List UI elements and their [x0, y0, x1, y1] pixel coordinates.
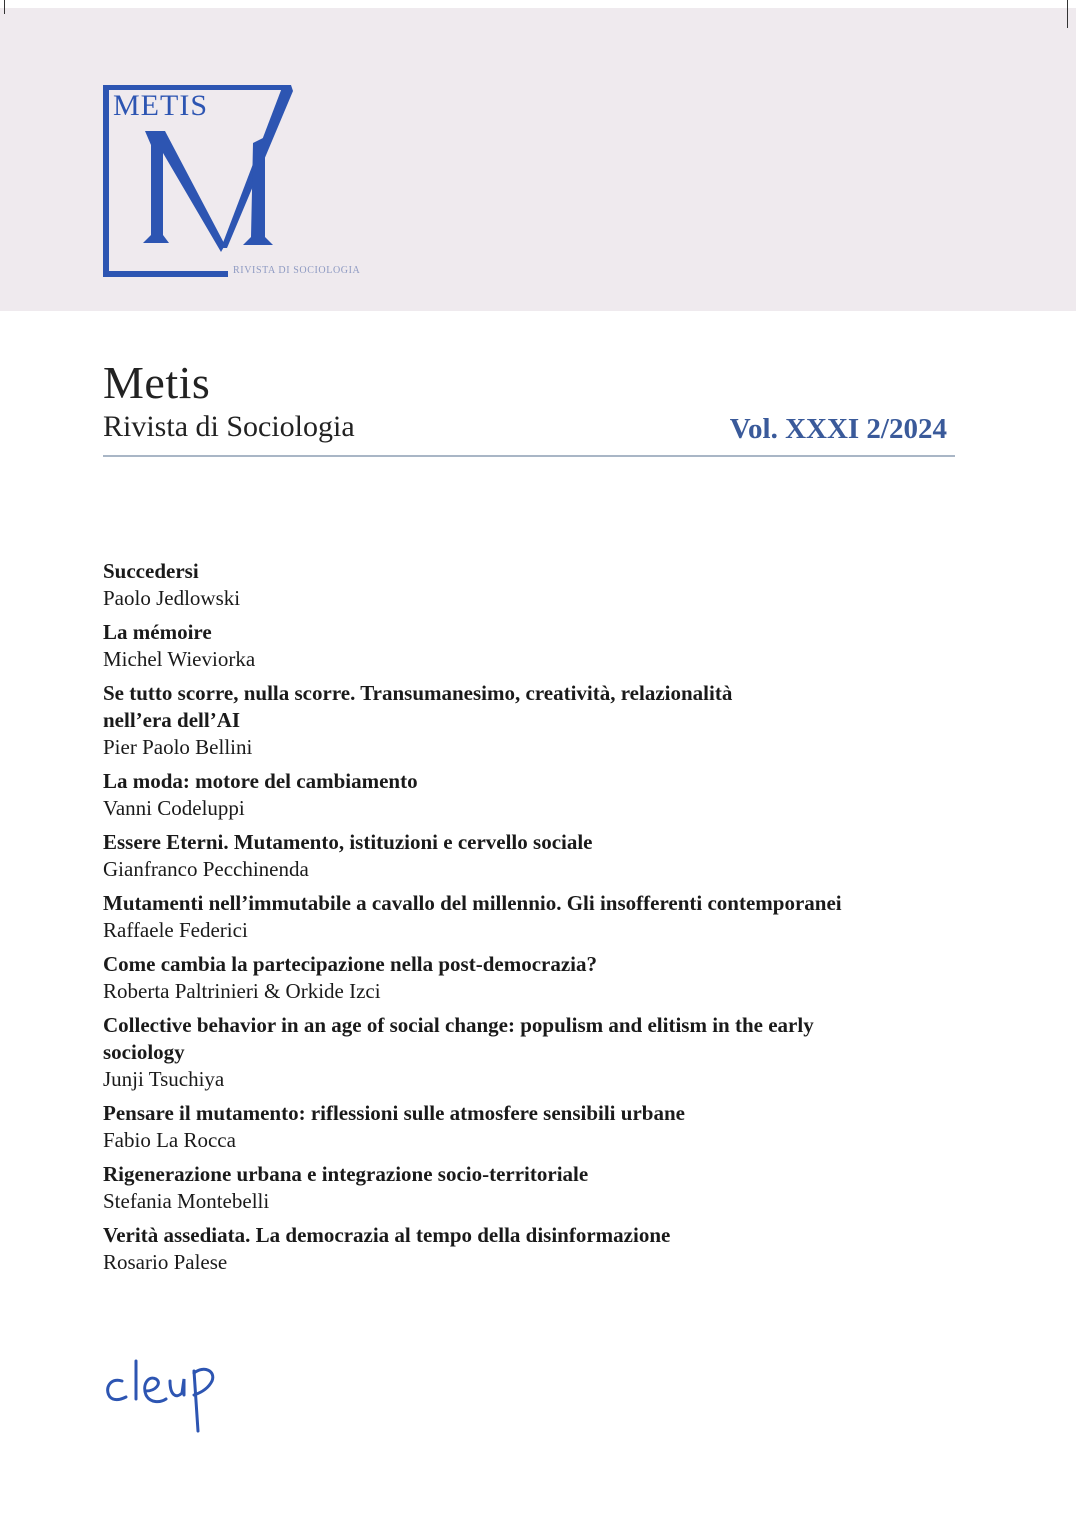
toc-entry[interactable]	[103, 619, 963, 673]
article-author: Junji Tsuchiya	[103, 1067, 225, 1091]
logo-letter-p-stem	[194, 1371, 198, 1431]
toc-entry[interactable]	[103, 558, 963, 612]
table-of-contents	[103, 558, 963, 1283]
article-author: Rosario Palese	[103, 1250, 228, 1274]
article-title: Mutamenti nell’immutabile a cavallo del millennio. Gli insofferenti contemporanei	[103, 891, 842, 915]
article-title: Essere Eterni. Mutamento, istituzioni e cervello sociale	[103, 830, 593, 854]
article-author: Fabio La Rocca	[103, 1128, 236, 1152]
metis-logo-graphic	[103, 85, 393, 280]
article-title: Rigenerazione urbana e integrazione socio-territoriale	[103, 1162, 589, 1186]
masthead-divider	[103, 455, 955, 457]
publisher-logo	[100, 1355, 230, 1440]
toc-entry[interactable]	[103, 1100, 963, 1154]
top-margin	[0, 0, 1076, 8]
article-author: Raffaele Federici	[103, 918, 248, 942]
article-title: La moda: motore del cambiamento	[103, 769, 418, 793]
journal-subtitle: Rivista di Sociologia	[103, 410, 355, 443]
cleup-logo-graphic	[100, 1355, 230, 1440]
article-title: Collective behavior in an age of social change: populism and elitism in the early sociology	[103, 1013, 814, 1064]
article-author: Roberta Paltrinieri & Orkide Izci	[103, 979, 381, 1003]
toc-entry[interactable]	[103, 1161, 963, 1215]
article-title: Come cambia la partecipazione nella post-democrazia?	[103, 952, 597, 976]
toc-entry[interactable]	[103, 1222, 963, 1276]
logo-letter-c	[108, 1380, 126, 1399]
article-author: Pier Paolo Bellini	[103, 735, 253, 759]
logo-frame-bottom	[103, 271, 228, 277]
article-title: Se tutto scorre, nulla scorre. Transumanesimo, creatività, relazionalità nell’era dell’AI	[103, 681, 733, 732]
logo-letter-e	[145, 1378, 166, 1402]
article-author: Gianfranco Pecchinenda	[103, 857, 309, 881]
article-title: Succedersi	[103, 559, 199, 583]
logo-m-left	[143, 131, 225, 252]
toc-entry[interactable]	[103, 1012, 963, 1093]
toc-entry[interactable]	[103, 680, 963, 761]
journal-name: Metis	[103, 357, 211, 408]
volume-issue: Vol. XXXI 2/2024	[729, 413, 947, 445]
toc-entry[interactable]	[103, 768, 963, 822]
article-title: Verità assediata. La democrazia al tempo della disinformazione	[103, 1223, 671, 1247]
article-title: Pensare il mutamento: riflessioni sulle atmosfere sensibili urbane	[103, 1101, 685, 1125]
article-author: Paolo Jedlowski	[103, 586, 241, 610]
toc-entry[interactable]	[103, 890, 963, 944]
logo-tagline: RIVISTA DI SOCIOLOGIA	[233, 265, 361, 276]
logo-wordmark: METIS	[113, 89, 208, 122]
metis-logo	[103, 85, 393, 280]
crop-mark-right	[1067, 0, 1068, 28]
toc-entry[interactable]	[103, 829, 963, 883]
toc-entry[interactable]	[103, 951, 963, 1005]
masthead	[103, 358, 955, 444]
article-author: Stefania Montebelli	[103, 1189, 270, 1213]
cleup-handwritten-mark	[108, 1361, 213, 1431]
crop-mark-left	[4, 0, 5, 14]
logo-frame-left	[103, 85, 109, 277]
article-title: La mémoire	[103, 620, 212, 644]
article-author: Michel Wieviorka	[103, 647, 256, 671]
article-author: Vanni Codeluppi	[103, 796, 245, 820]
logo-letter-u	[170, 1379, 184, 1396]
